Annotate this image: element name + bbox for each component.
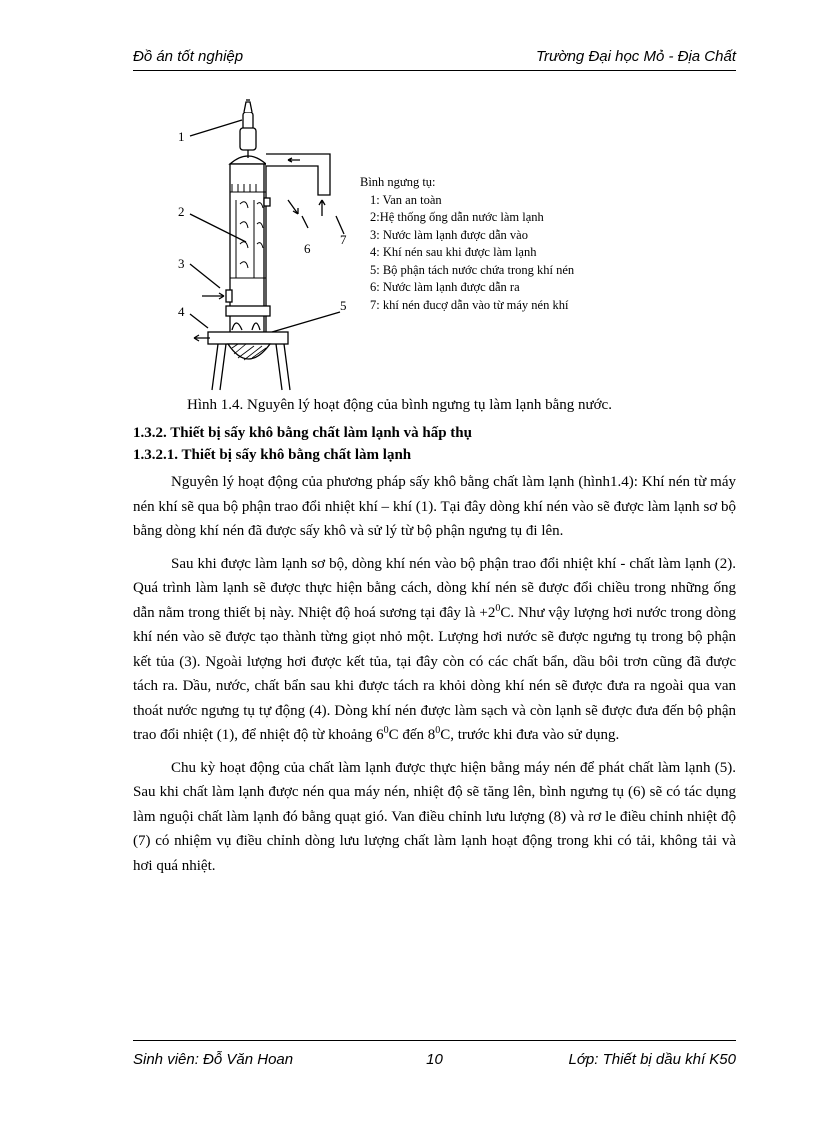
section-heading: 1.3.2. Thiết bị sấy khô bằng chất làm lạnh và hấp thụ bbox=[133, 425, 472, 441]
legend-title: Bình ngưng tụ: bbox=[360, 175, 436, 189]
subsection-heading: 1.3.2.1. Thiết bị sấy khô bằng chất làm lạnh bbox=[133, 447, 412, 463]
footer-class: Lớp: Thiết bị dầu khí K50 bbox=[568, 1051, 736, 1068]
figure-legend bbox=[360, 174, 574, 314]
paragraph-1: Nguyên lý hoạt động của phương pháp sấy khô bằng chất làm lạnh (hình1.4): Khí nén từ máy nén khí sẽ qua bộ phận trao đổi nhiệt khí – khí (1). Tại đây dòng khí nén vào sẽ được làm lạnh sơ bộ bằng dòng khí nén đã được sấy khô và sử lý từ bộ phận ngưng tụ đi lên. bbox=[133, 474, 736, 539]
legend-item: 7: khí nén đucợ dẫn vào từ máy nén khí bbox=[370, 297, 569, 312]
page-header bbox=[133, 48, 736, 71]
page-number: 10 bbox=[426, 1051, 443, 1068]
header-document-type: Đồ án tốt nghiệp bbox=[133, 48, 244, 65]
paragraph-2-part-a: Sau khi được làm lạnh sơ bộ, dòng khí nén vào bộ phận trao đổi nhiệt khí - chất làm lạnh (2). Quá trình làm lạnh sẽ được thực hiện bằng cách, dòng khí nén sẽ được đổi chiều trong những ống dẫn nằm trong thiết bị này. Nhiệt độ hoá sương tại đây là +2 bbox=[133, 555, 736, 621]
footer-student: Sinh viên: Đỗ Văn Hoan bbox=[133, 1051, 294, 1068]
header-university: Trường Đại học Mỏ - Địa Chất bbox=[535, 48, 736, 65]
legend-item: 2:Hệ thống ống dẫn nước làm lạnh bbox=[370, 210, 544, 224]
water-outlet-arrow bbox=[288, 200, 298, 214]
degree-superscript: 0 bbox=[495, 602, 501, 614]
paragraph-2-part-d: C, trước khi đưa vào sử dụng. bbox=[440, 727, 620, 743]
degree-superscript: 0 bbox=[435, 725, 441, 736]
paragraph-3: Chu kỳ hoạt động của chất làm lạnh được thực hiện bằng máy nén để phát chất làm lạnh (5). Sau khi chất làm lạnh được nén qua máy nén, nhiệt độ sẽ tăng lên, bình ngưng tụ (6) sẽ có tác dụng làm nguội chất làm lạnh đó bằng quạt gió. Van điều chỉnh lưu lượng (8) và rơ le điều chỉnh nhiệt độ (7) có nhiệm vụ điều chỉnh dòng lưu lượng chất làm lạnh hoạt động trong khi có tải, không tải và hơi quá nhiệt. bbox=[133, 759, 736, 874]
air-inlet-arrow bbox=[319, 200, 325, 216]
legend-item: 3: Nước làm lạnh được dẫn vào bbox=[370, 227, 528, 242]
degree-superscript: 0 bbox=[383, 725, 389, 736]
safety-valve-cap bbox=[243, 112, 253, 130]
legend-item: 6: Nước làm lạnh được dẫn ra bbox=[370, 280, 520, 294]
figure-label-6: 6 bbox=[304, 241, 311, 256]
figure-label-4: 4 bbox=[178, 304, 185, 319]
separator-flange bbox=[208, 332, 288, 344]
legend-item: 1: Van an toàn bbox=[370, 192, 442, 207]
paragraph-2-part-b: C. Như vậy lượng hơi nước trong dòng khí nén vào sẽ được tạo thành từng giọt nhỏ một. Lượng hơi nước sẽ được ngưng tụ trong bộ phận kết tủa (3). Ngoài lượng hơi được kết tủa, tại đây còn có các chất bẩn, dầu bôi trơn cũng đã được tách ra. Dầu, nước, chất bẩn sau khi được tách ra khỏi dòng khí nén sẽ được đưa ra ngoài qua van thoát nước ngưng tụ tự động (4). Dòng khí nén được làm sạch và còn lạnh sẽ được đưa đến bộ phận trao đổi nhiệt (1), để nhiệt độ từ khoảng 6 bbox=[133, 604, 736, 743]
figure-caption: Hình 1.4. Nguyên lý hoạt động của bình ngưng tụ làm lạnh bằng nước. bbox=[187, 397, 612, 413]
figure-label-7: 7 bbox=[340, 232, 347, 247]
page-footer bbox=[133, 1040, 736, 1075]
safety-valve-body bbox=[240, 128, 256, 150]
paragraph-2 bbox=[133, 552, 736, 748]
condenser-figure bbox=[160, 92, 640, 397]
paragraph-2-part-c: C đến 8 bbox=[388, 727, 436, 743]
figure-label-5: 5 bbox=[340, 298, 347, 313]
legend-item: 4: Khí nén sau khi được làm lạnh bbox=[370, 245, 537, 259]
legend-item: 5: Bộ phận tách nước chứa trong khí nén bbox=[370, 262, 575, 277]
figure-label-2: 2 bbox=[178, 204, 185, 219]
page-body bbox=[133, 422, 736, 878]
figure-label-1: 1 bbox=[178, 129, 185, 144]
figure-label-3: 3 bbox=[178, 256, 185, 271]
